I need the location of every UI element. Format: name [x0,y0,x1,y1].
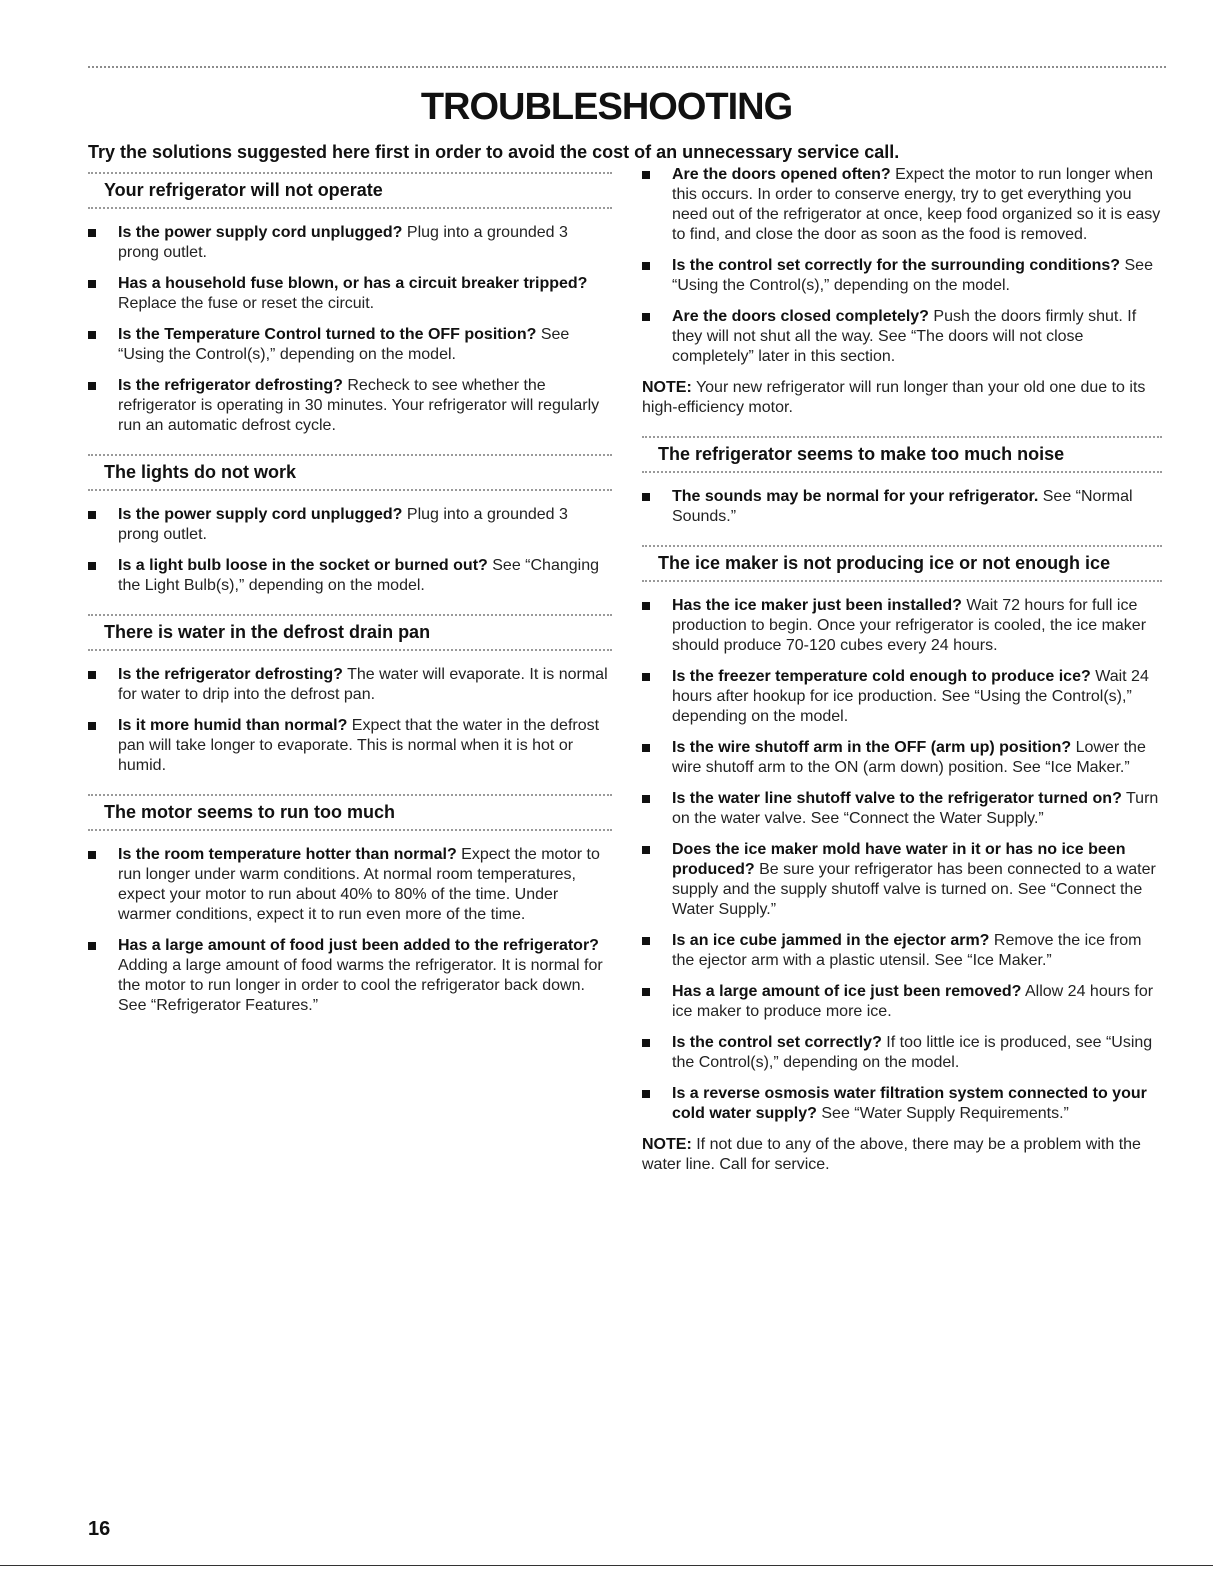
list-item [642,596,1162,656]
list-item [642,789,1162,829]
list-item [88,505,612,545]
item-question: Has the ice maker just been installed? [672,597,962,614]
bullet-icon [88,331,96,339]
list-item [642,667,1162,727]
item-question: Is an ice cube jammed in the ejector arm? [672,932,990,949]
item-question: Is the wire shutoff arm in the OFF (arm up) position? [672,739,1072,756]
item-question: Is the power supply cord unplugged? [118,224,403,241]
list-item [88,716,612,776]
bottom-rule [0,1565,1213,1566]
item-question: Is a light bulb loose in the socket or burned out? [118,557,488,574]
note-label: NOTE: [642,1136,692,1153]
item-question: Is a reverse osmosis water filtration system connected to your cold water supply? [672,1085,1147,1122]
item-answer: Be sure your refrigerator has been connected to a water supply and the supply shutoff valve is turned on. See “Connect the Water Supply.” [672,861,1156,918]
top-dotted-rule [88,66,1166,71]
bullet-icon [88,942,96,950]
item-list [642,487,1162,527]
section-heading: The refrigerator seems to make too much noise [642,436,1162,473]
bullet-icon [642,744,650,752]
item-question: Is the water line shutoff valve to the refrigerator turned on? [672,790,1122,807]
item-list [642,596,1162,1124]
item-question: Is the freezer temperature cold enough to produce ice? [672,668,1091,685]
note-label: NOTE: [642,379,692,396]
bullet-icon [642,795,650,803]
item-answer: Plug into a grounded 3 prong outlet. [118,224,568,261]
item-answer: Recheck to see whether the refrigerator is operating in 30 minutes. Your refrigerator will regularly run an automatic defrost cycle. [118,377,600,434]
item-question: Is the control set correctly? [672,1034,882,1051]
item-answer: See “Changing the Light Bulb(s),” depending on the model. [118,557,599,594]
bullet-icon [642,673,650,681]
list-item [88,325,612,365]
list-item [642,738,1162,778]
item-answer: Wait 24 hours after hookup for ice production. See “Using the Control(s),” depending on the model. [672,668,1149,725]
bullet-icon [642,262,650,270]
item-answer: Plug into a grounded 3 prong outlet. [118,506,568,543]
list-item [642,1084,1162,1124]
bullet-icon [642,1090,650,1098]
note-paragraph [642,1135,1162,1175]
item-answer: Adding a large amount of food warms the refrigerator. It is normal for the motor to run longer in order to cool the refrigerator back down. See “Refrigerator Features.” [118,957,603,1014]
item-answer: See “Water Supply Requirements.” [816,1105,1069,1122]
list-item [88,556,612,596]
item-question: Is the refrigerator defrosting? [118,377,343,394]
item-list [88,505,612,596]
list-item [642,487,1162,527]
bullet-icon [642,937,650,945]
item-question: Has a large amount of food just been added to the refrigerator? [118,937,599,954]
list-item [642,165,1162,245]
item-answer: Remove the ice from the ejector arm with a plastic utensil. See “Ice Maker.” [672,932,1142,969]
section-heading: The ice maker is not producing ice or not enough ice [642,545,1162,582]
bullet-icon [88,562,96,570]
item-answer: Push the doors firmly shut. If they will not shut all the way. See “The doors will not close completely” later in this section. [672,308,1137,365]
item-list [88,665,612,776]
item-question: Is the room temperature hotter than normal? [118,846,457,863]
item-answer: Turn on the water valve. See “Connect the Water Supply.” [672,790,1159,827]
item-answer: See “Normal Sounds.” [672,488,1133,525]
page-title: TROUBLESHOOTING [420,86,793,128]
item-question: The sounds may be normal for your refrigerator. [672,488,1039,505]
item-answer: See “Using the Control(s),” depending on the model. [672,257,1153,294]
bullet-icon [88,851,96,859]
list-item [88,274,612,314]
bullet-icon [642,846,650,854]
list-item [88,223,612,263]
section-heading: The lights do not work [88,454,612,491]
item-answer: Expect the motor to run longer under warm conditions. At normal room temperatures, expect your motor to run about 40% to 80% of the time. Under warmer conditions, expect it to run even more of the time. [118,846,600,923]
item-question: Is it more humid than normal? [118,717,348,734]
bullet-icon [642,988,650,996]
section-heading: There is water in the defrost drain pan [88,614,612,651]
item-list [642,165,1162,367]
item-answer: Allow 24 hours for ice maker to produce more ice. [672,983,1154,1020]
bullet-icon [88,511,96,519]
item-answer: If too little ice is produced, see “Using the Control(s),” depending on the model. [672,1034,1153,1071]
list-item [642,840,1162,920]
right-column [642,165,1162,1193]
note-text: Your new refrigerator will run longer than your old one due to its high-efficiency motor. [642,379,1146,416]
bullet-icon [642,313,650,321]
bullet-icon [642,171,650,179]
item-question: Is the Temperature Control turned to the OFF position? [118,326,537,343]
note-text: If not due to any of the above, there may be a problem with the water line. Call for service. [642,1136,1141,1173]
bullet-icon [642,493,650,501]
item-answer: The water will evaporate. It is normal for water to drip into the defrost pan. [118,666,608,703]
item-answer: Replace the fuse or reset the circuit. [118,295,375,312]
list-item [642,982,1162,1022]
list-item [642,256,1162,296]
item-answer: Expect that the water in the defrost pan will take longer to evaporate. This is normal when it is hot or humid. [118,717,600,774]
bullet-icon [88,229,96,237]
item-answer: See “Using the Control(s),” depending on the model. [118,326,570,363]
item-answer: Expect the motor to run longer when this occurs. In order to conserve energy, try to get everything you need out of the refrigerator at once, keep food organized so it is easy to find, and close the door as soon as the food is removed. [672,166,1161,243]
item-question: Has a household fuse blown, or has a circuit breaker tripped? [118,275,588,292]
item-question: Are the doors opened often? [672,166,891,183]
list-item [642,1033,1162,1073]
item-question: Has a large amount of ice just been removed? [672,983,1022,1000]
bullet-icon [642,1039,650,1047]
bullet-icon [88,382,96,390]
section-heading: Your refrigerator will not operate [88,172,612,209]
item-question: Does the ice maker mold have water in it or has no ice been produced? [672,841,1126,878]
section-heading: The motor seems to run too much [88,794,612,831]
item-question: Is the refrigerator defrosting? [118,666,343,683]
bullet-icon [642,602,650,610]
item-list [88,845,612,1016]
item-list [88,223,612,436]
page-number: 16 [88,1518,111,1540]
list-item [642,931,1162,971]
bullet-icon [88,671,96,679]
bullet-icon [88,722,96,730]
bullet-icon [88,280,96,288]
list-item [88,845,612,925]
item-answer: Wait 72 hours for full ice production to begin. Once your refrigerator is cooled, the ice maker should produce 70-120 cubes every 24 hours. [672,597,1147,654]
intro-text: Try the solutions suggested here first in order to avoid the cost of an unnecessary service call. [88,142,900,162]
item-question: Are the doors closed completely? [672,308,929,325]
item-question: Is the power supply cord unplugged? [118,506,403,523]
note-paragraph [642,378,1162,418]
list-item [642,307,1162,367]
list-item [88,665,612,705]
list-item [88,376,612,436]
item-question: Is the control set correctly for the surrounding conditions? [672,257,1121,274]
left-column [88,172,612,1027]
item-answer: Lower the wire shutoff arm to the ON (arm down) position. See “Ice Maker.” [672,739,1146,776]
list-item [88,936,612,1016]
